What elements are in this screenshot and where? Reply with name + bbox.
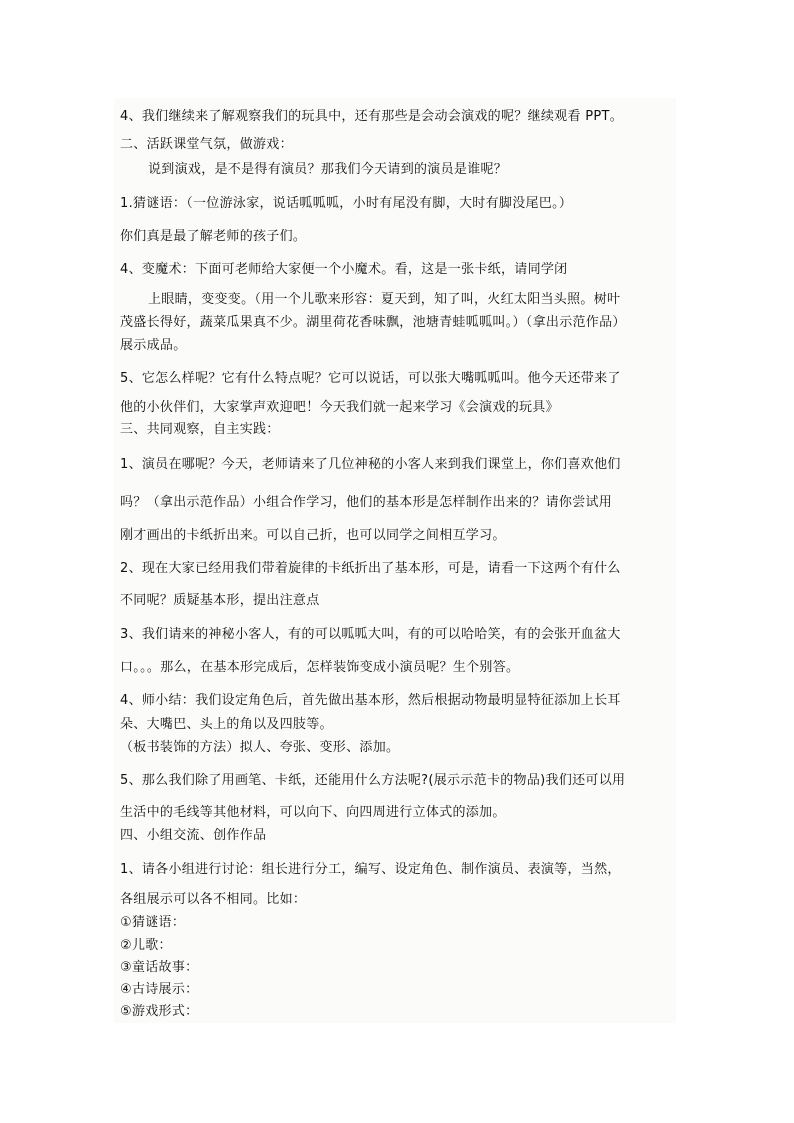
list-item: ①猜谜语： (120, 915, 186, 930)
list-item: ④古诗展示： (120, 982, 199, 997)
text-line: （板书装饰的方法）拟人、夸张、变形、添加。 (120, 740, 400, 755)
text-line: 生活中的毛线等其他材料，可以向下、向四周进行立体式的添加。 (120, 805, 506, 820)
text-line: 5、那么我们除了用画笔、卡纸，还能用什么方法呢?(展示示范卡的物品)我们还可以用 (120, 773, 626, 788)
text-line: 4、我们继续来了解观察我们的玩具中，还有那些是会动会演戏的呢？继续观看 PPT。 (120, 109, 624, 124)
text-line: 4、师小结：我们设定角色后，首先做出基本形，然后根据动物最明显特征添加上长耳 (120, 693, 621, 708)
text-line: 说到演戏，是不是得有演员？那我们今天请到的演员是谁呢？ (148, 162, 508, 177)
text-line: 刚才画出的卡纸折出来。可以自己折，也可以同学之间相互学习。 (120, 528, 506, 543)
text-line: 各组展示可以各不相同。比如： (120, 892, 307, 907)
document-page (114, 98, 676, 1023)
section-heading: 二、活跃课堂气氛，做游戏： (120, 137, 293, 152)
text-line: 1.猜谜语：（一位游泳家，说话呱呱呱，小时有尾没有脚，大时有脚没尾巴。） (120, 196, 573, 211)
text-line: 朵、大嘴巴、头上的角以及四肢等。 (120, 717, 333, 732)
list-item: ②儿歌： (120, 938, 172, 953)
text-line: 5、它怎么样呢？它有什么特点呢？它可以说话，可以张大嘴呱呱叫。他今天还带来了 (120, 371, 621, 386)
text-line: 茂盛长得好，蔬菜瓜果真不少。湖里荷花香味飘，池塘青蛙呱呱叫。）（拿出示范作品） (120, 315, 626, 330)
text-line: 1、请各小组进行讨论：组长进行分工，编写、设定角色、制作演员、表演等，当然， (120, 862, 621, 877)
text-line: 口。。。那么，在基本形完成后，怎样装饰变成小演员呢？生个别答。 (120, 660, 520, 675)
text-line: 吗？（拿出示范作品）小组合作学习，他们的基本形是怎样制作出来的？请你尝试用 (120, 495, 613, 510)
text-line: 1、演员在哪呢？今天，老师请来了几位神秘的小客人来到我们课堂上，你们喜欢他们 (120, 457, 621, 472)
text-line: 4、变魔术：下面可老师给大家便一个小魔术。看，这是一张卡纸，请同学闭 (120, 262, 568, 277)
text-line: 你们真是最了解老师的孩子们。 (120, 229, 307, 244)
section-heading: 四、小组交流、创作作品 (120, 828, 267, 843)
text-line: 他的小伙伴们，大家掌声欢迎吧！今天我们就一起来学习《会演戏的玩具》 (120, 400, 559, 415)
text-line: 不同呢？质疑基本形，提出注意点 (120, 593, 320, 608)
text-line: 上眼睛，变变变。（用一个儿歌来形容：夏天到，知了叫，火红太阳当头照。树叶 (148, 292, 621, 307)
list-item: ③童话故事： (120, 960, 199, 975)
text-line: 2、现在大家已经用我们带着旋律的卡纸折出了基本形，可是，请看一下这两个有什么 (120, 561, 621, 576)
text-line: 3、我们请来的神秘小客人，有的可以呱呱大叫，有的可以哈哈笑，有的会张开血盆大 (120, 627, 621, 642)
list-item: ⑤游戏形式： (120, 1004, 199, 1019)
section-heading: 三、共同观察，自主实践： (120, 422, 280, 437)
text-line: 展示成品。 (120, 338, 187, 353)
